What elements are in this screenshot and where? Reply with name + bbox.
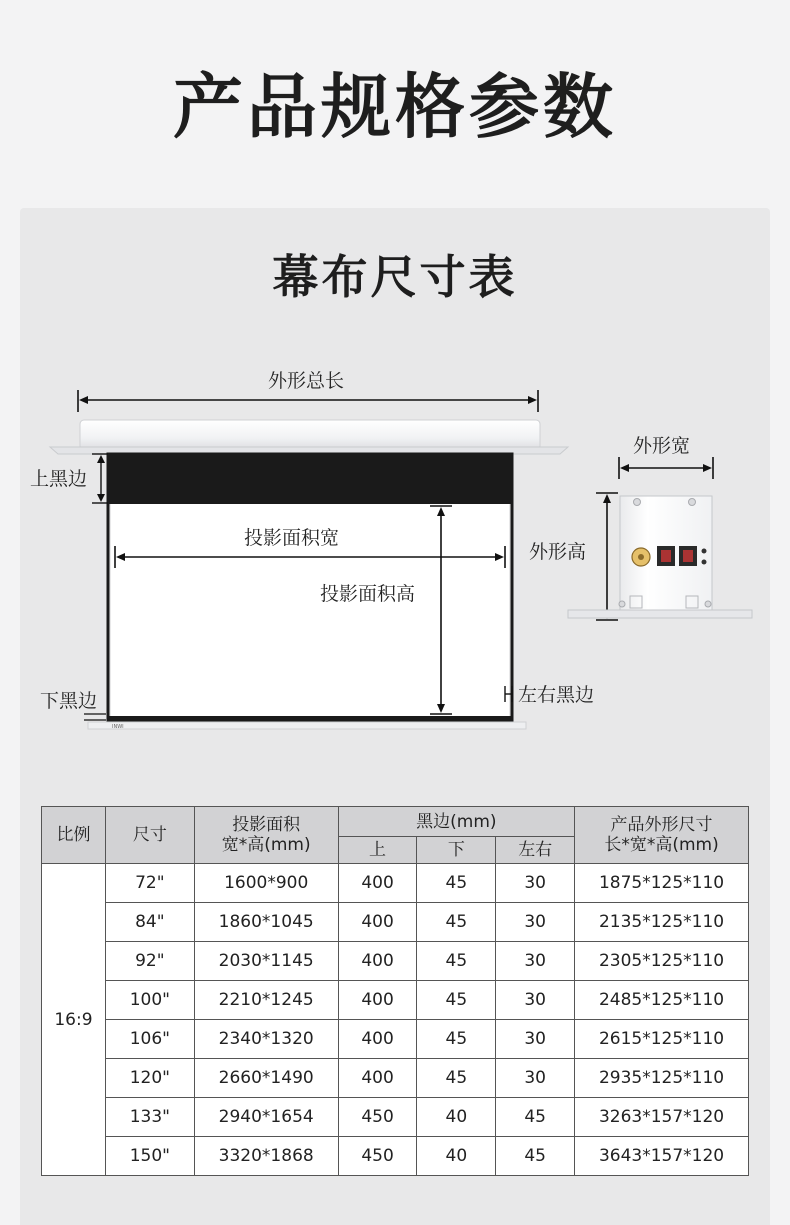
label-top-border: 上黑边 [30, 468, 88, 490]
table-row [42, 1020, 749, 1059]
size-cell: 92" [105, 942, 194, 981]
projection-cell: 1860*1045 [194, 903, 338, 942]
border-side-cell: 30 [496, 903, 575, 942]
projection-cell: 1600*900 [194, 864, 338, 903]
projection-cell: 2340*1320 [194, 1020, 338, 1059]
outer-width-dimension [619, 457, 713, 479]
border-top-cell: 400 [338, 864, 417, 903]
border-bottom-cell: 45 [417, 903, 496, 942]
outer-cell: 3643*157*120 [575, 1137, 749, 1176]
header-border-top: 上 [338, 837, 417, 864]
header-border-side: 左右 [496, 837, 575, 864]
label-side-border: 左右黑边 [518, 684, 595, 706]
header-size: 尺寸 [105, 807, 194, 864]
outer-cell: 3263*157*120 [575, 1098, 749, 1137]
border-top-cell: 400 [338, 1020, 417, 1059]
total-length-dimension [78, 390, 538, 412]
label-projection-height: 投影面积高 [320, 583, 416, 605]
border-bottom-cell: 45 [417, 942, 496, 981]
page-title: 产品规格参数 [173, 66, 617, 148]
border-side-cell: 30 [496, 942, 575, 981]
top-border-dimension [92, 454, 108, 503]
border-side-cell: 30 [496, 981, 575, 1020]
header-projection-area-line1: 投影面积 [232, 815, 301, 835]
table-row [42, 903, 749, 942]
size-cell: 100" [105, 981, 194, 1020]
outer-cell: 2615*125*110 [575, 1020, 749, 1059]
border-top-cell: 400 [338, 1059, 417, 1098]
label-bottom-border: 下黑边 [40, 690, 98, 712]
section-title: 幕布尺寸表 [272, 250, 518, 304]
header-outer-line2: 长*宽*高(mm) [604, 835, 719, 855]
screen-housing [50, 420, 568, 454]
table-row [42, 981, 749, 1020]
border-bottom-cell: 45 [417, 864, 496, 903]
size-cell: 106" [105, 1020, 194, 1059]
projection-cell: 2030*1145 [194, 942, 338, 981]
svg-text:INWI: INWI [112, 724, 124, 730]
table-row [42, 1059, 749, 1098]
ratio-cell: 16:9 [42, 864, 106, 1176]
outer-cell: 1875*125*110 [575, 864, 749, 903]
projection-cell: 2210*1245 [194, 981, 338, 1020]
outer-cell: 2935*125*110 [575, 1059, 749, 1098]
border-bottom-cell: 45 [417, 1059, 496, 1098]
projection-cell: 3320*1868 [194, 1137, 338, 1176]
border-side-cell: 45 [496, 1098, 575, 1137]
border-top-cell: 400 [338, 942, 417, 981]
table-row [42, 864, 749, 903]
border-top-cell: 450 [338, 1137, 417, 1176]
border-top-cell: 400 [338, 903, 417, 942]
projection-cell: 2660*1490 [194, 1059, 338, 1098]
label-outer-height: 外形高 [529, 541, 587, 563]
end-cap-box [568, 496, 752, 618]
table-row [42, 1137, 749, 1176]
header-border-bottom: 下 [417, 837, 496, 864]
border-top-cell: 450 [338, 1098, 417, 1137]
label-projection-width: 投影面积宽 [244, 527, 340, 549]
bottom-border-dimension [84, 714, 106, 720]
border-bottom-cell: 45 [417, 981, 496, 1020]
border-bottom-cell: 45 [417, 1020, 496, 1059]
outer-height-dimension [596, 493, 618, 620]
size-cell: 120" [105, 1059, 194, 1098]
border-bottom-cell: 40 [417, 1098, 496, 1137]
size-cell: 84" [105, 903, 194, 942]
border-bottom-cell: 40 [417, 1137, 496, 1176]
bottom-bar [108, 716, 512, 722]
label-outer-width: 外形宽 [633, 435, 691, 457]
header-outer-dimensions [575, 807, 749, 864]
border-side-cell: 30 [496, 864, 575, 903]
border-top-cell: 400 [338, 981, 417, 1020]
outer-cell: 2135*125*110 [575, 903, 749, 942]
bottom-rail [88, 722, 526, 729]
header-outer-line1: 产品外形尺寸 [610, 815, 713, 835]
outer-cell: 2485*125*110 [575, 981, 749, 1020]
projection-cell: 2940*1654 [194, 1098, 338, 1137]
size-spec-table [41, 806, 749, 1176]
label-total-length: 外形总长 [268, 370, 345, 392]
table-row [42, 1098, 749, 1137]
size-cell: 150" [105, 1137, 194, 1176]
size-cell: 72" [105, 864, 194, 903]
header-projection-area-line2: 宽*高(mm) [221, 835, 311, 855]
border-side-cell: 30 [496, 1020, 575, 1059]
header-projection-area [194, 807, 338, 864]
header-ratio: 比例 [42, 807, 106, 864]
border-side-cell: 45 [496, 1137, 575, 1176]
border-side-cell: 30 [496, 1059, 575, 1098]
outer-cell: 2305*125*110 [575, 942, 749, 981]
top-black-border [108, 454, 512, 504]
table-row [42, 942, 749, 981]
size-cell: 133" [105, 1098, 194, 1137]
header-black-border: 黑边(mm) [338, 807, 574, 837]
